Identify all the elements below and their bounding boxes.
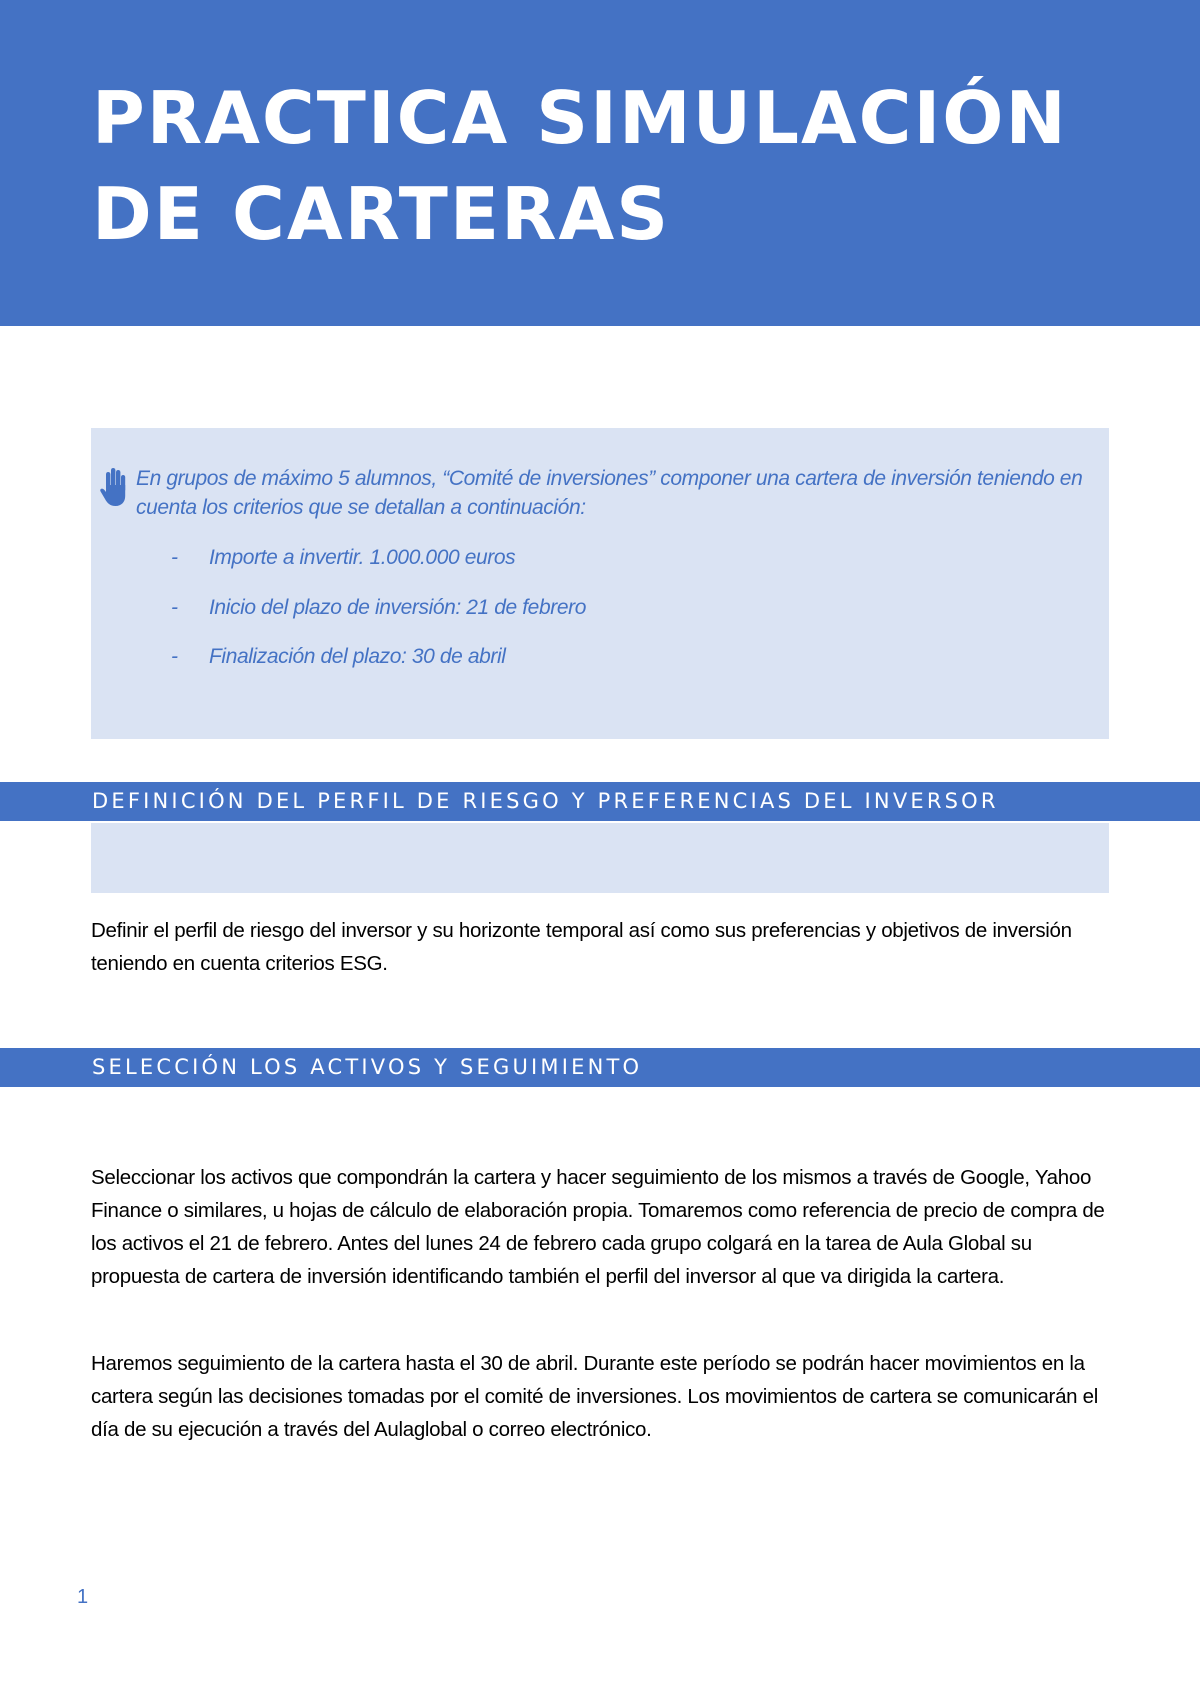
hand-icon <box>99 466 129 508</box>
body-paragraph: Seleccionar los activos que compondrán la cartera y hacer seguimiento de los mismos a través de Google, Yahoo Finance o similares, u hojas de cálculo de elaboración propia. Tomaremos como referencia de precio de compra de los activos el 21 de febrero. Antes del lunes 24 de febrero cada grupo colgará en la tarea de Aula Global su propuesta de cartera de inversión identificando también el perfil del inversor al que va dirigida la cartera. <box>91 1166 1105 1288</box>
list-marker: - <box>171 546 178 569</box>
list-marker: - <box>171 645 178 668</box>
section-heading-bar <box>0 1048 1200 1087</box>
page-title: PRACTICA SIMULACIÓN DE CARTERAS <box>92 76 1068 256</box>
list-item-text: Inicio del plazo de inversión: 21 de febrero <box>209 596 586 619</box>
body-paragraph: Haremos seguimiento de la cartera hasta el 30 de abril. Durante este período se podrán hacer movimientos en la cartera según las decisiones tomadas por el comité de inversiones. Los movimientos de cartera se comunicarán el día de su ejecución a través del Aulaglobal o correo electrónico. <box>91 1352 1099 1441</box>
body-paragraph: Definir el perfil de riesgo del inversor y su horizonte temporal así como sus preferencias y objetivos de inversión teniendo en cuenta criterios ESG. <box>91 919 1072 975</box>
section-heading-bar <box>0 782 1200 821</box>
list-item-text: Importe a invertir. 1.000.000 euros <box>209 546 516 569</box>
shaded-box <box>91 823 1109 893</box>
list-marker: - <box>171 596 178 619</box>
instructions-callout <box>91 428 1109 739</box>
list-item-text: Finalización del plazo: 30 de abril <box>209 645 506 668</box>
callout-intro: En grupos de máximo 5 alumnos, “Comité de inversiones” componer una cartera de inversión teniendo en cuenta los criterios que se detallan a continuación: <box>136 467 1083 519</box>
section-heading: DEFINICIÓN DEL PERFIL DE RIESGO Y PREFERENCIAS DEL INVERSOR <box>92 789 999 813</box>
page-number: 1 <box>77 1586 89 1608</box>
title-band <box>0 0 1200 326</box>
section-heading: SELECCIÓN LOS ACTIVOS Y SEGUIMIENTO <box>92 1055 643 1079</box>
